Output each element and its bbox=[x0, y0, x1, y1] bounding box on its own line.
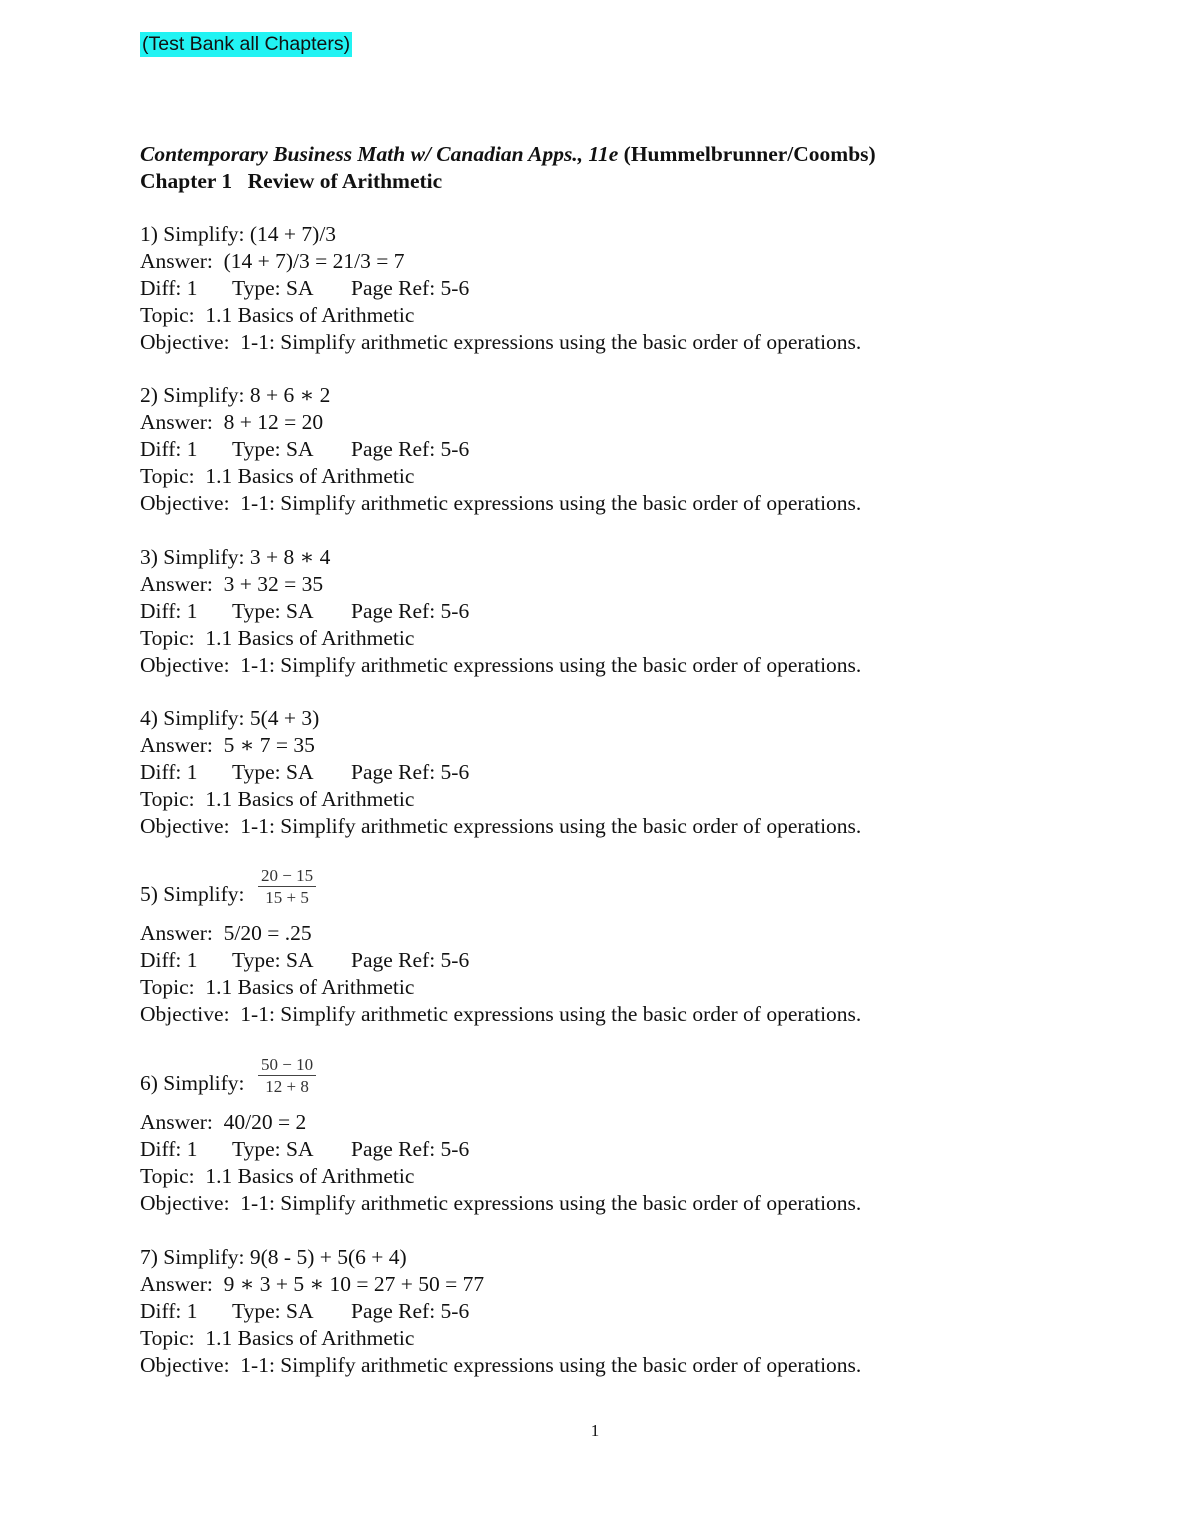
objective-text: Objective: 1-1: Simplify arithmetic expressions using the basic order of operations. bbox=[140, 491, 862, 515]
objective-text: Objective: 1-1: Simplify arithmetic expressions using the basic order of operations. bbox=[140, 1002, 862, 1026]
page-number: 1 bbox=[590, 1421, 600, 1440]
document-title bbox=[140, 141, 1100, 195]
question-text: 3) Simplify: 3 + 8 ∗ 4 bbox=[140, 545, 331, 569]
page-ref: Page Ref: 5-6 bbox=[351, 276, 470, 300]
question-text: 7) Simplify: 9(8 - 5) + 5(6 + 4) bbox=[140, 1245, 407, 1269]
question-meta bbox=[140, 275, 1100, 302]
difficulty: Diff: 1 bbox=[140, 948, 198, 972]
answer-text: Answer: 9 ∗ 3 + 5 ∗ 10 = 27 + 50 = 77 bbox=[140, 1272, 485, 1296]
question-block bbox=[140, 866, 1100, 1028]
book-title: Contemporary Business Math w/ Canadian Apps., 11e bbox=[140, 142, 619, 166]
topic-text: Topic: 1.1 Basics of Arithmetic bbox=[140, 975, 415, 999]
difficulty: Diff: 1 bbox=[140, 599, 198, 623]
fraction-denominator: 12 + 8 bbox=[265, 1077, 309, 1096]
question-text: 1) Simplify: (14 + 7)/3 bbox=[140, 222, 337, 246]
topic-text: Topic: 1.1 Basics of Arithmetic bbox=[140, 303, 415, 327]
difficulty: Diff: 1 bbox=[140, 437, 198, 461]
topic-text: Topic: 1.1 Basics of Arithmetic bbox=[140, 1326, 415, 1350]
fraction-numerator: 20 − 15 bbox=[258, 866, 316, 887]
topic-text: Topic: 1.1 Basics of Arithmetic bbox=[140, 787, 415, 811]
question-meta bbox=[140, 598, 1100, 625]
question-text: 5) Simplify: bbox=[140, 882, 245, 906]
chapter-number: Chapter 1 bbox=[140, 169, 233, 193]
page-ref: Page Ref: 5-6 bbox=[351, 948, 470, 972]
chapter-title: Review of Arithmetic bbox=[247, 169, 443, 193]
difficulty: Diff: 1 bbox=[140, 1137, 198, 1161]
question-type: Type: SA bbox=[232, 760, 314, 784]
answer-text: Answer: 5/20 = .25 bbox=[140, 921, 312, 945]
question-block bbox=[140, 705, 1100, 840]
question-type: Type: SA bbox=[232, 948, 314, 972]
objective-text: Objective: 1-1: Simplify arithmetic expressions using the basic order of operations. bbox=[140, 814, 862, 838]
topic-text: Topic: 1.1 Basics of Arithmetic bbox=[140, 1164, 415, 1188]
answer-text: Answer: (14 + 7)/3 = 21/3 = 7 bbox=[140, 249, 405, 273]
question-type: Type: SA bbox=[232, 1137, 314, 1161]
answer-text: Answer: 8 + 12 = 20 bbox=[140, 410, 324, 434]
objective-text: Objective: 1-1: Simplify arithmetic expressions using the basic order of operations. bbox=[140, 1353, 862, 1377]
difficulty: Diff: 1 bbox=[140, 1299, 198, 1323]
fraction-numerator: 50 − 10 bbox=[258, 1055, 316, 1076]
question-type: Type: SA bbox=[232, 1299, 314, 1323]
page-ref: Page Ref: 5-6 bbox=[351, 1137, 470, 1161]
question-meta bbox=[140, 759, 1100, 786]
topic-text: Topic: 1.1 Basics of Arithmetic bbox=[140, 464, 415, 488]
question-text: 6) Simplify: bbox=[140, 1071, 245, 1095]
objective-text: Objective: 1-1: Simplify arithmetic expressions using the basic order of operations. bbox=[140, 653, 862, 677]
book-authors: (Hummelbrunner/Coombs) bbox=[623, 142, 876, 166]
answer-text: Answer: 3 + 32 = 35 bbox=[140, 572, 324, 596]
page-ref: Page Ref: 5-6 bbox=[351, 1299, 470, 1323]
page-ref: Page Ref: 5-6 bbox=[351, 437, 470, 461]
question-block bbox=[140, 1055, 1100, 1217]
question-meta bbox=[140, 947, 1100, 974]
topic-text: Topic: 1.1 Basics of Arithmetic bbox=[140, 626, 415, 650]
objective-text: Objective: 1-1: Simplify arithmetic expressions using the basic order of operations. bbox=[140, 330, 862, 354]
question-text: 4) Simplify: 5(4 + 3) bbox=[140, 706, 320, 730]
objective-text: Objective: 1-1: Simplify arithmetic expressions using the basic order of operations. bbox=[140, 1191, 862, 1215]
fraction bbox=[258, 866, 316, 909]
difficulty: Diff: 1 bbox=[140, 760, 198, 784]
test-bank-banner: (Test Bank all Chapters) bbox=[142, 33, 351, 55]
question-meta bbox=[140, 1136, 1100, 1163]
question-block bbox=[140, 382, 1100, 517]
question-block bbox=[140, 544, 1100, 679]
question-text: 2) Simplify: 8 + 6 ∗ 2 bbox=[140, 383, 331, 407]
question-meta bbox=[140, 1298, 1100, 1325]
question-type: Type: SA bbox=[232, 276, 314, 300]
question-type: Type: SA bbox=[232, 599, 314, 623]
page-ref: Page Ref: 5-6 bbox=[351, 760, 470, 784]
fraction bbox=[258, 1055, 316, 1098]
answer-text: Answer: 40/20 = 2 bbox=[140, 1110, 307, 1134]
page-ref: Page Ref: 5-6 bbox=[351, 599, 470, 623]
question-type: Type: SA bbox=[232, 437, 314, 461]
question-block bbox=[140, 1244, 1100, 1379]
chapter-heading bbox=[140, 168, 1100, 195]
difficulty: Diff: 1 bbox=[140, 276, 198, 300]
question-line bbox=[140, 866, 1100, 920]
fraction-denominator: 15 + 5 bbox=[265, 888, 309, 907]
question-line bbox=[140, 1055, 1100, 1109]
question-block bbox=[140, 221, 1100, 356]
question-meta bbox=[140, 436, 1100, 463]
answer-text: Answer: 5 ∗ 7 = 35 bbox=[140, 733, 315, 757]
